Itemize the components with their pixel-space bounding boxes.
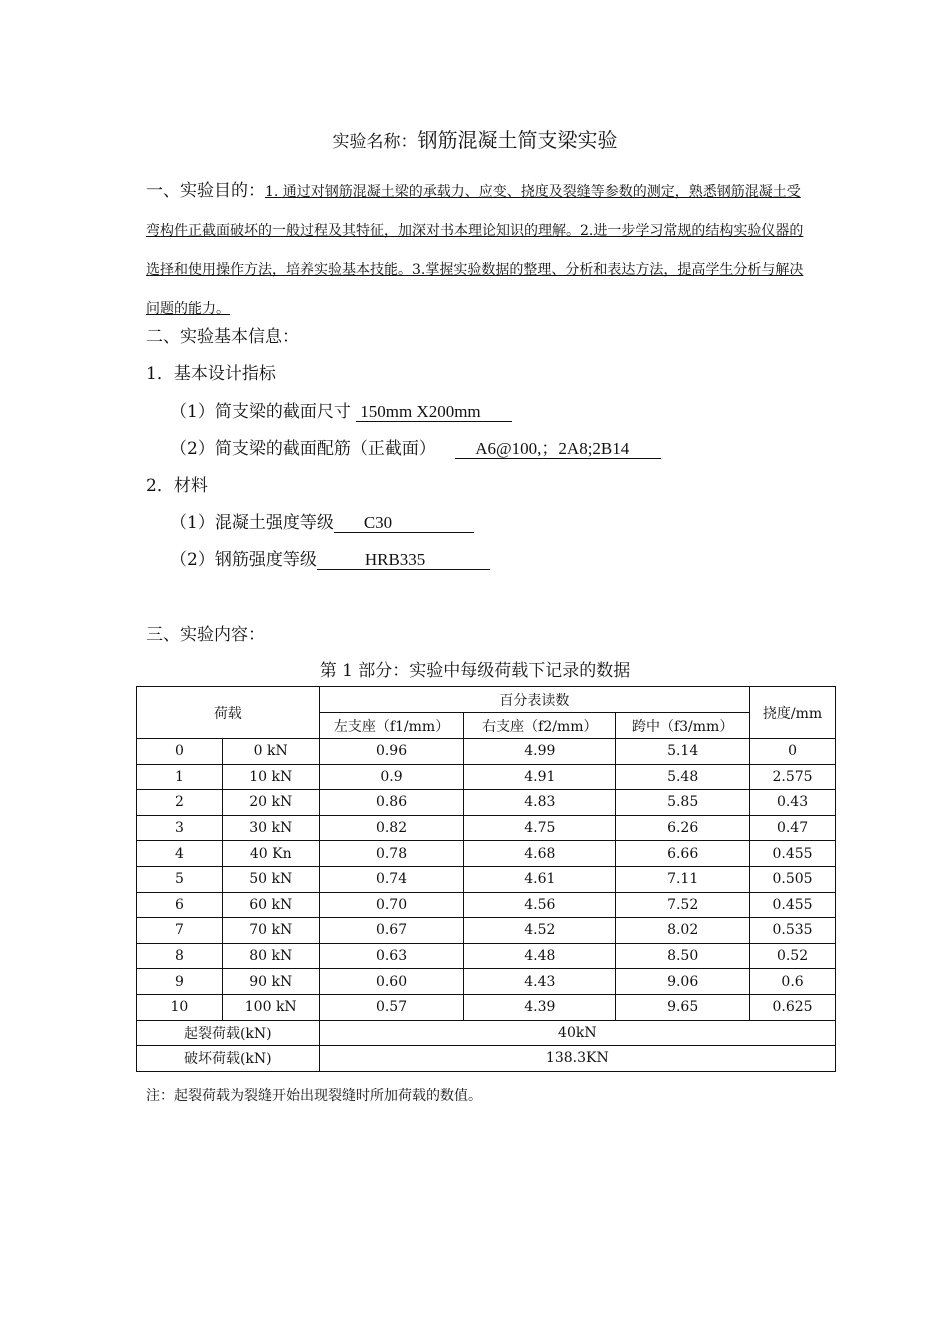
- table-cell: 4: [137, 841, 223, 867]
- table-cell: 10: [137, 994, 223, 1020]
- page-title: [0, 124, 950, 153]
- table-row: [137, 994, 836, 1020]
- table-cell: 7: [137, 918, 223, 944]
- table-cell: 0.6: [750, 969, 836, 995]
- table-cell: 8.50: [616, 943, 750, 969]
- table-cell: 30 kN: [222, 815, 319, 841]
- reinforcement-value: A6@100,；2A8;2B14: [455, 440, 661, 459]
- header-left-support: 左支座（f1/mm）: [319, 713, 464, 739]
- table-cell: 4.75: [464, 815, 616, 841]
- section-size-label: （1）简支梁的截面尺寸: [170, 402, 351, 422]
- footnote: 注：起裂荷载为裂缝开始出现裂缝时所加荷载的数值。: [146, 1088, 482, 1104]
- table-cell: 9: [137, 969, 223, 995]
- table-row: [137, 815, 836, 841]
- purpose-heading: 一、实验目的：: [146, 181, 265, 201]
- table-cell: 0.67: [319, 918, 464, 944]
- load-data-table: [136, 686, 836, 1072]
- table-cell: 5.85: [616, 790, 750, 816]
- reinforcement-row: [170, 434, 661, 459]
- table-cell: 5.14: [616, 739, 750, 765]
- table-cell: 5.48: [616, 764, 750, 790]
- table-cell: 4.56: [464, 892, 616, 918]
- section-size-row: [170, 397, 512, 422]
- table-cell: 90 kN: [222, 969, 319, 995]
- steel-grade-row: [170, 545, 490, 570]
- table-cell: 0.57: [319, 994, 464, 1020]
- table-row: [137, 969, 836, 995]
- table-cell: 80 kN: [222, 943, 319, 969]
- table-cell: 0.63: [319, 943, 464, 969]
- table-cell: 40 Kn: [222, 841, 319, 867]
- design-index-heading: 1．基本设计指标: [146, 364, 276, 384]
- table-cell: 0.86: [319, 790, 464, 816]
- table-cell: 0.43: [750, 790, 836, 816]
- failure-load-value: 138.3KN: [319, 1046, 835, 1072]
- table-cell: 4.99: [464, 739, 616, 765]
- table-cell: 100 kN: [222, 994, 319, 1020]
- concrete-grade-label: （1）混凝土强度等级: [170, 513, 334, 533]
- table-cell: 2: [137, 790, 223, 816]
- materials-heading: 2．材料: [146, 476, 208, 496]
- crack-load-value: 40kN: [319, 1020, 835, 1046]
- table-cell: 8: [137, 943, 223, 969]
- table-cell: 70 kN: [222, 918, 319, 944]
- table-cell: 7.11: [616, 866, 750, 892]
- table-cell: 50 kN: [222, 866, 319, 892]
- reinforcement-label: （2）简支梁的截面配筋（正截面）: [170, 439, 436, 459]
- table-cell: 0.60: [319, 969, 464, 995]
- table-row: [137, 790, 836, 816]
- purpose-section: [146, 172, 812, 328]
- table-caption: 第 1 部分：实验中每级荷载下记录的数据: [319, 661, 631, 681]
- crack-load-label: 起裂荷载(kN): [137, 1020, 320, 1046]
- table-row: [137, 892, 836, 918]
- table-cell: 4.52: [464, 918, 616, 944]
- table-cell: 4.68: [464, 841, 616, 867]
- header-dial-reading: 百分表读数: [319, 687, 749, 713]
- concrete-grade-row: [170, 508, 474, 533]
- table-cell: 3: [137, 815, 223, 841]
- steel-grade-label: （2）钢筋强度等级: [170, 550, 317, 570]
- table-cell: 9.06: [616, 969, 750, 995]
- table-cell: 0.78: [319, 841, 464, 867]
- table-cell: 0.9: [319, 764, 464, 790]
- table-cell: 0.505: [750, 866, 836, 892]
- header-right-support: 右支座（f2/mm）: [464, 713, 616, 739]
- table-cell: 6.26: [616, 815, 750, 841]
- table-cell: 6.66: [616, 841, 750, 867]
- table-cell: 60 kN: [222, 892, 319, 918]
- purpose-text: 1. 通过对钢筋混凝土梁的承载力、应变、挠度及裂缝等参数的测定，熟悉钢筋混凝土受弯构件正截面破坏的一般过程及其特征，加深对书本理论知识的理解。2.进一步学习常规的结构实验仪器的选择和使用操作方法，培养实验基本技能。3.掌握实验数据的整理、分析和表达方法，提高学生分析与解决问题的能力。: [146, 184, 804, 317]
- table-cell: 0.625: [750, 994, 836, 1020]
- table-cell: 4.48: [464, 943, 616, 969]
- table-cell: 0.47: [750, 815, 836, 841]
- table-cell: 0.455: [750, 841, 836, 867]
- table-row: [137, 764, 836, 790]
- content-heading: 三、实验内容：: [146, 625, 265, 645]
- table-cell: 0.82: [319, 815, 464, 841]
- experiment-name: 钢筋混凝土简支梁实验: [417, 128, 618, 152]
- table-cell: 2.575: [750, 764, 836, 790]
- table-row: [137, 866, 836, 892]
- table-cell: 9.65: [616, 994, 750, 1020]
- basic-info-heading: 二、实验基本信息：: [146, 327, 299, 347]
- table-cell: 8.02: [616, 918, 750, 944]
- failure-load-label: 破坏荷载(kN): [137, 1046, 320, 1072]
- table-row: [137, 739, 836, 765]
- table-cell: 4.43: [464, 969, 616, 995]
- header-load: 荷载: [137, 687, 320, 739]
- table-cell: 5: [137, 866, 223, 892]
- header-midspan: 跨中（f3/mm）: [616, 713, 750, 739]
- table-cell: 10 kN: [222, 764, 319, 790]
- table-cell: 0.70: [319, 892, 464, 918]
- table-cell: 4.39: [464, 994, 616, 1020]
- title-label: 实验名称：: [332, 132, 418, 152]
- header-deflection: 挠度/mm: [750, 687, 836, 739]
- table-cell: 0 kN: [222, 739, 319, 765]
- section-size-value: 150mm X200mm: [356, 403, 512, 422]
- table-cell: 6: [137, 892, 223, 918]
- table-cell: 0.455: [750, 892, 836, 918]
- table-cell: 0: [750, 739, 836, 765]
- table-row: [137, 918, 836, 944]
- table-row: [137, 943, 836, 969]
- table-cell: 0.535: [750, 918, 836, 944]
- table-cell: 1: [137, 764, 223, 790]
- table-row: [137, 841, 836, 867]
- steel-grade-value: HRB335: [317, 551, 490, 570]
- table-cell: 0.96: [319, 739, 464, 765]
- table-cell: 7.52: [616, 892, 750, 918]
- table-cell: 4.91: [464, 764, 616, 790]
- table-cell: 0.52: [750, 943, 836, 969]
- table-cell: 0.74: [319, 866, 464, 892]
- table-cell: 4.61: [464, 866, 616, 892]
- concrete-grade-value: C30: [334, 514, 474, 533]
- table-cell: 0: [137, 739, 223, 765]
- table-cell: 20 kN: [222, 790, 319, 816]
- table-cell: 4.83: [464, 790, 616, 816]
